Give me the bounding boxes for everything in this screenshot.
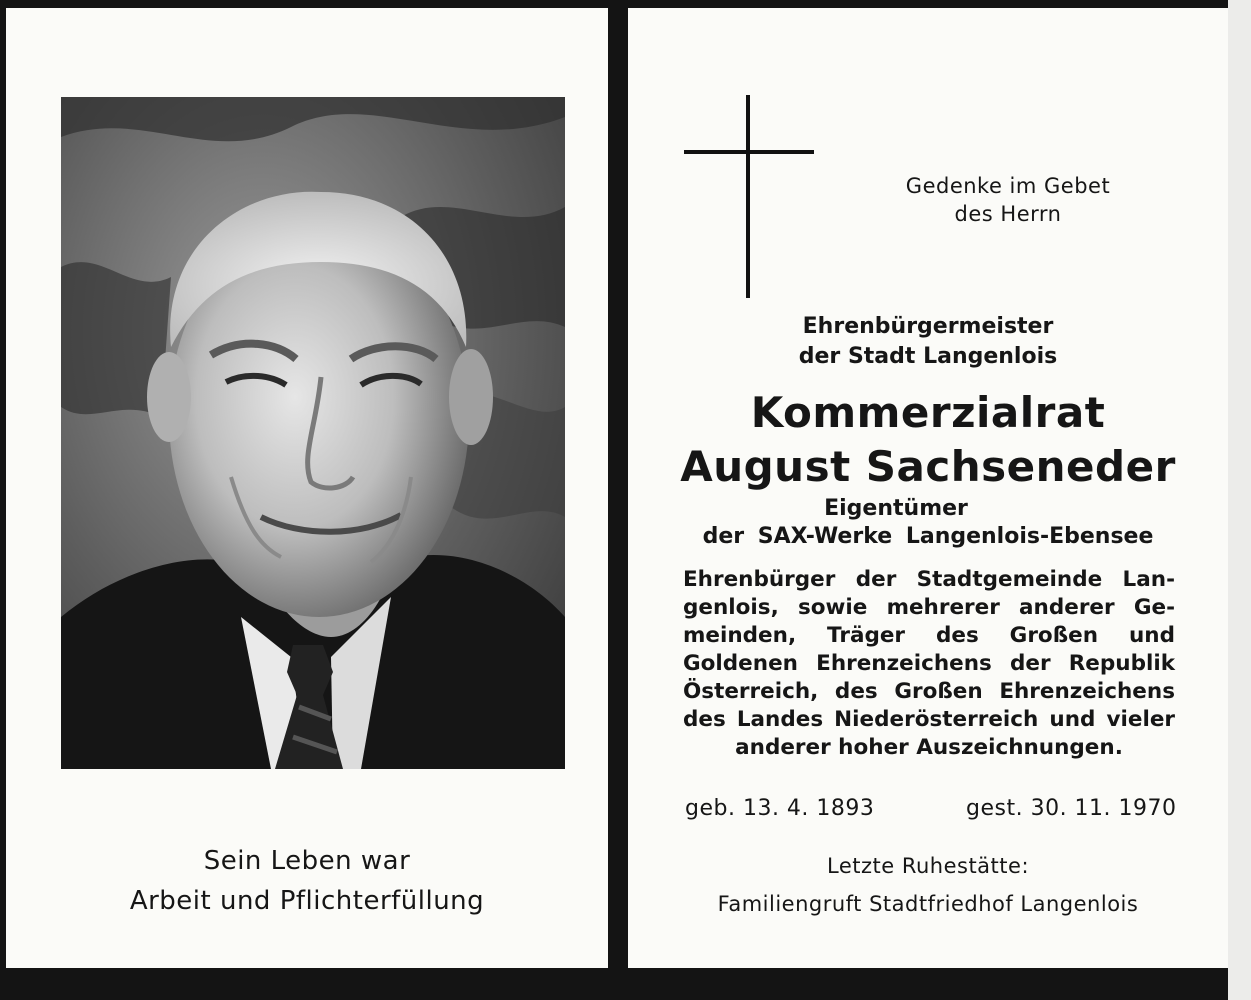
owner-line-2: der SAX-Werke Langenlois-Ebensee [702, 524, 1154, 549]
deceased-title: Kommerzialrat [750, 388, 1106, 437]
prayer-line-1: Gedenke im Gebet [905, 174, 1111, 198]
left-card [6, 8, 608, 968]
deceased-name: August Sachseneder [680, 442, 1176, 491]
biography-line: meinden, Träger des Großen und [683, 623, 1175, 648]
motto-line-2: Arbeit und Pflichterfüllung [129, 886, 485, 916]
biography-line: des Landes Niederösterreich und vieler [683, 707, 1175, 732]
cross-icon [684, 95, 814, 300]
birth-date: geb. 13. 4. 1893 [685, 796, 875, 821]
death-date: gest. 30. 11. 1970 [966, 796, 1177, 821]
biography-text [683, 566, 1175, 762]
owner-line-1: Eigentümer [824, 496, 968, 521]
motto-line-1: Sein Leben war [203, 846, 411, 876]
portrait-photo [61, 97, 565, 769]
resting-place: Familiengruft Stadtfriedhof Langenlois [717, 892, 1139, 916]
prayer-line-2: des Herrn [954, 202, 1062, 226]
biography-line: anderer hoher Auszeichnungen. [735, 735, 1123, 760]
biography-line: Goldenen Ehrenzeichens der Republik [683, 651, 1175, 676]
biography-line: genlois, sowie mehrerer anderer Ge- [683, 595, 1175, 620]
honorary-title-line-2: der Stadt Langenlois [798, 344, 1058, 369]
right-card [628, 8, 1228, 968]
honorary-title-line-1: Ehrenbürgermeister [802, 314, 1054, 339]
resting-place-label: Letzte Ruhestätte: [826, 854, 1030, 878]
biography-line: Österreich, des Großen Ehrenzeichens [683, 679, 1175, 704]
biography-line: Ehrenbürger der Stadtgemeinde Lan- [683, 567, 1175, 592]
background-card-edge [1228, 0, 1251, 1000]
